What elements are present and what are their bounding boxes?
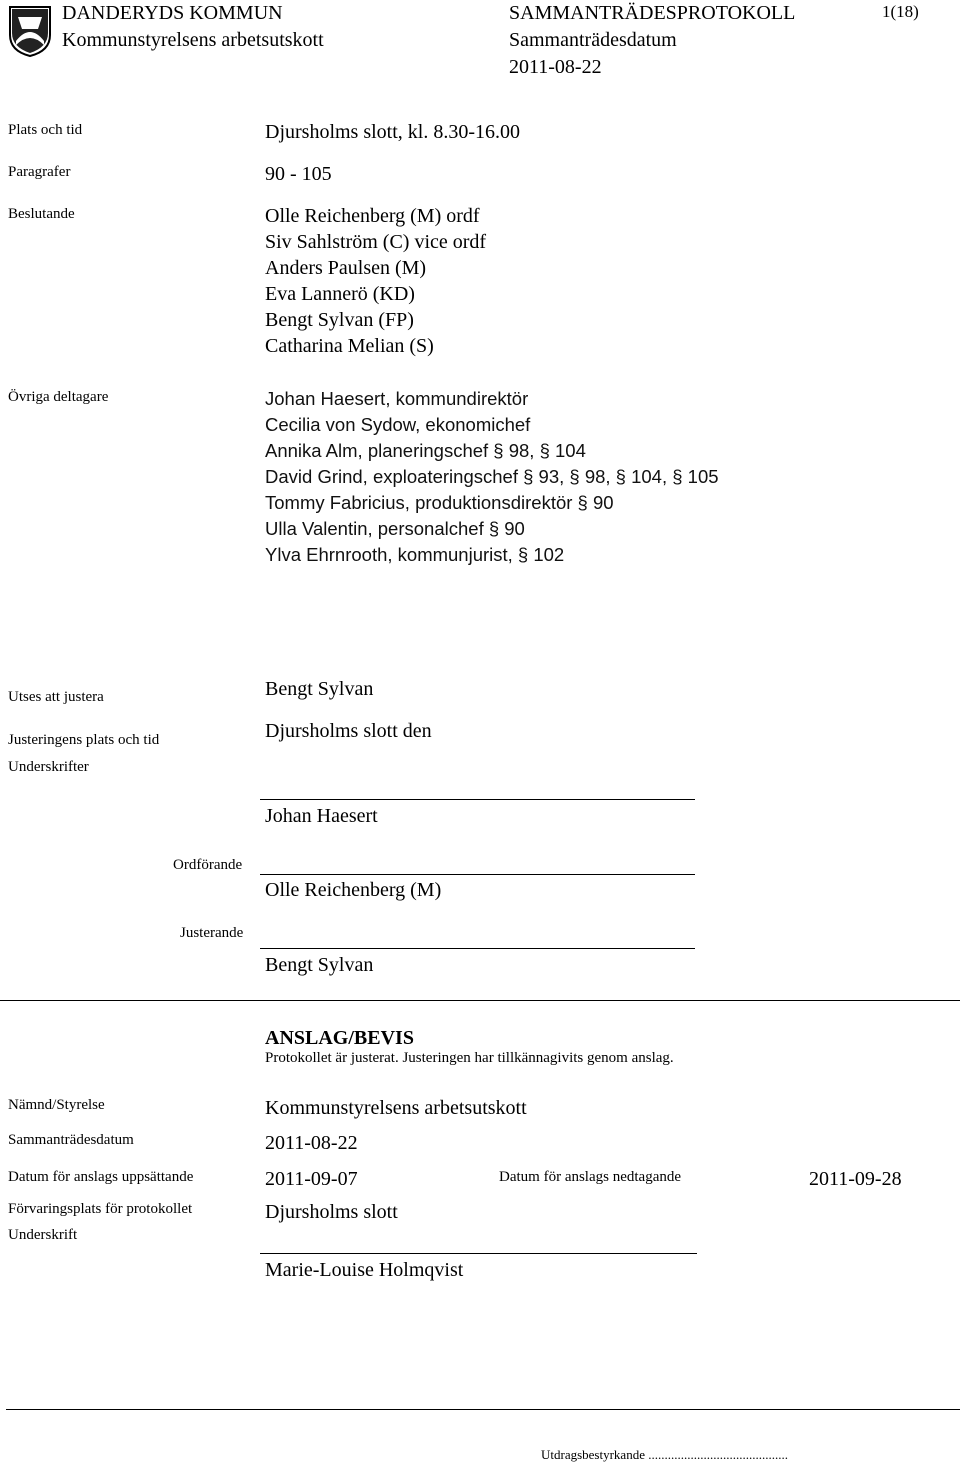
paragraphs-value: 90 - 105 [265, 163, 332, 185]
participant: David Grind, exploateringschef § 93, § 98, § 104, § 105 [265, 466, 719, 487]
page-number: 1(18) [882, 2, 919, 21]
section-divider [0, 1000, 960, 1001]
meeting-date-field-value: 2011-08-22 [265, 1132, 358, 1154]
deciding-member: Eva Lannerö (KD) [265, 283, 415, 305]
deciding-members-list [265, 203, 486, 359]
deciding-member: Olle Reichenberg (M) ordf [265, 205, 480, 227]
meeting-date-field-label: Sammanträdesdatum [8, 1132, 134, 1148]
adjustment-place-label: Justeringens plats och tid [8, 732, 160, 748]
paragraphs-label: Paragrafer [8, 164, 71, 180]
deciding-member: Catharina Melian (S) [265, 335, 434, 357]
secretary-name: Johan Haesert [265, 805, 378, 827]
board-value: Kommunstyrelsens arbetsutskott [265, 1097, 527, 1119]
board-label: Nämnd/Styrelse [8, 1097, 105, 1113]
footer-divider [6, 1409, 960, 1410]
deciding-member: Bengt Sylvan (FP) [265, 309, 414, 331]
certification-line: Utdragsbestyrkande ........................................... [541, 1447, 788, 1462]
municipality-coat-of-arms-logo [8, 5, 52, 57]
removed-date-value: 2011-09-28 [809, 1168, 902, 1190]
signature-line-anslag [260, 1253, 697, 1254]
signature-line-chair [260, 874, 695, 875]
deciding-member: Siv Sahlström (C) vice ordf [265, 231, 487, 253]
signature-name: Marie-Louise Holmqvist [265, 1259, 464, 1281]
chair-name: Olle Reichenberg (M) [265, 879, 442, 901]
adjustment-place-value: Djursholms slott den [265, 720, 432, 742]
adjuster-label: Justerande [180, 925, 244, 941]
signatures-label: Underskrifter [8, 759, 89, 775]
anslag-subtitle: Protokollet är justerat. Justeringen har tillkännagivits genom anslag. [265, 1050, 674, 1066]
removed-date-label: Datum för anslags nedtagande [499, 1169, 682, 1185]
participant: Johan Haesert, kommundirektör [265, 388, 529, 409]
deciding-label: Beslutande [8, 206, 75, 222]
meeting-date-label: Sammanträdesdatum [509, 29, 677, 51]
other-participants-label: Övriga deltagare [8, 389, 109, 405]
signature-line-adjuster [260, 948, 695, 949]
signature-line-secretary [260, 799, 695, 800]
participant: Ylva Ehrnrooth, kommunjurist, § 102 [265, 544, 565, 565]
municipality-name: DANDERYDS KOMMUN [62, 2, 283, 24]
adjuster-name: Bengt Sylvan [265, 954, 374, 976]
participant: Annika Alm, planeringschef § 98, § 104 [265, 440, 586, 461]
other-participants-list [265, 386, 719, 568]
chair-label: Ordförande [173, 857, 243, 873]
place-label: Plats och tid [8, 122, 83, 138]
storage-value: Djursholms slott [265, 1201, 398, 1223]
anslag-title: ANSLAG/BEVIS [265, 1027, 414, 1049]
participant: Ulla Valentin, personalchef § 90 [265, 518, 525, 539]
signature-label: Underskrift [8, 1227, 78, 1243]
appointed-adjuster-label: Utses att justera [8, 689, 104, 705]
appointed-adjuster-value: Bengt Sylvan [265, 678, 374, 700]
document-type: SAMMANTRÄDESPROTOKOLL [509, 2, 796, 24]
participant: Cecilia von Sydow, ekonomichef [265, 414, 531, 435]
meeting-date: 2011-08-22 [509, 56, 602, 78]
place-value: Djursholms slott, kl. 8.30-16.00 [265, 121, 521, 143]
committee-name: Kommunstyrelsens arbetsutskott [62, 29, 324, 51]
participant: Tommy Fabricius, produktionsdirektör § 90 [265, 492, 614, 513]
posted-date-value: 2011-09-07 [265, 1168, 358, 1190]
storage-label: Förvaringsplats för protokollet [8, 1201, 193, 1217]
posted-date-label: Datum för anslags uppsättande [8, 1169, 194, 1185]
deciding-member: Anders Paulsen (M) [265, 257, 427, 279]
